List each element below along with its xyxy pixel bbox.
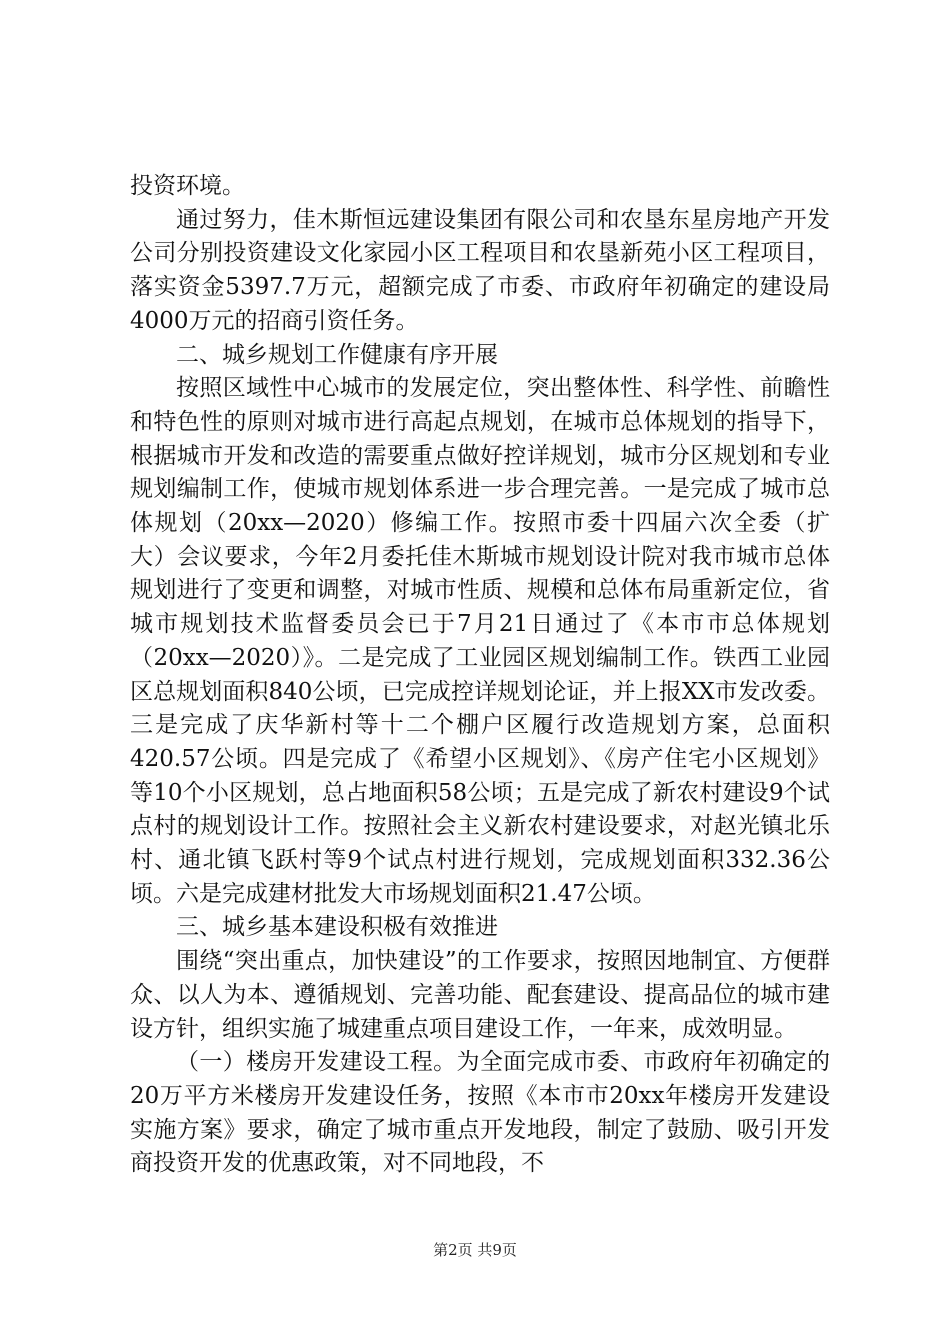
paragraph: 围绕“突出重点，加快建设”的工作要求，按照因地制宜、方便群众、以人为本、遵循规划、完善功能、配套建设、提高品位的城市建设方针，组织实施了城建重点项目建设工作，一年来，成效明显。 <box>130 948 830 1042</box>
paragraph: （一）楼房开发建设工程。为全面完成市委、市政府年初确定的20万平方米楼房开发建设任务，按照《本市市20xx年楼房开发建设实施方案》要求，确定了城市重点开发地段，制定了鼓励、吸引开发商投资开发的优惠政策，对不同地段，不 <box>130 1049 830 1177</box>
section-heading: 三、城乡基本建设积极有效推进 <box>176 914 498 941</box>
page-footer <box>0 1239 950 1260</box>
section-heading: 二、城乡规划工作健康有序开展 <box>176 341 498 368</box>
document-body <box>130 170 830 1181</box>
paragraph: 通过努力，佳木斯恒远建设集团有限公司和农垦东星房地产开发公司分别投资建设文化家园小区工程项目和农垦新苑小区工程项目，落实资金5397.7万元，超额完成了市委、市政府年初确定的建设局4000万元的招商引资任务。 <box>130 206 830 334</box>
paragraph: 按照区域性中心城市的发展定位，突出整体性、科学性、前瞻性和特色性的原则对城市进行高起点规划，在城市总体规划的指导下，根据城市开发和改造的需要重点做好控详规划，城市分区规划和专业规划编制工作，使城市规划体系进一步合理完善。一是完成了城市总体规划（20xx—2020）修编工作。按照市委十四届六次全委（扩大）会议要求，今年2月委托佳木斯城市规划设计院对我市城市总体规划进行了变更和调整，对城市性质、规模和总体布局重新定位，省城市规划技术监督委员会已于7月21日通过了《本市市总体规划（20xx—2020）》。二是完成了工业园区规划编制工作。铁西工业园区总规划面积840公顷，已完成控详规划论证，并上报XX市发改委。三是完成了庆华新村等十二个棚户区履行改造规划方案，总面积420.57公顷。四是完成了《希望小区规划》、《房产住宅小区规划》等10个小区规划，总占地面积58公顷；五是完成了新农村建设9个试点村的规划设计工作。按照社会主义新农村建设要求，对赵光镇北乐村、通北镇飞跃村等9个试点村进行规划，完成规划面积332.36公顷。六是完成建材批发大市场规划面积21.47公顷。 <box>130 375 830 907</box>
page-number: 第2页 共9页 <box>433 1241 517 1259</box>
paragraph-continuation: 投资环境。 <box>130 173 245 199</box>
